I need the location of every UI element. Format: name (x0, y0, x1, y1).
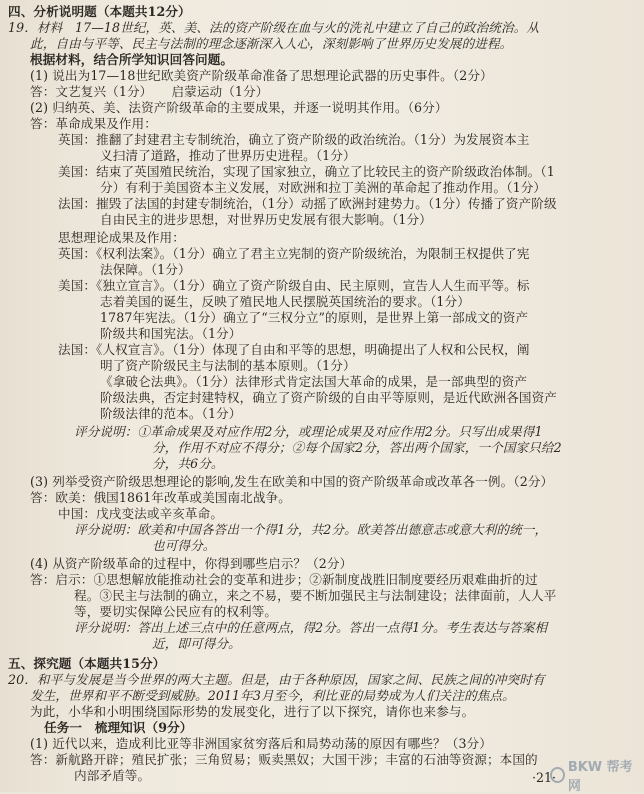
watermark-logo-icon (550, 767, 565, 783)
text-line: 分）有利于美国资本主义发展，对欧洲和拉丁美洲的革命起了推动作用。（1分） (100, 180, 547, 195)
text-line: 答：启示：①思想解放能推动社会的变革和进步；②新制度战胜旧制度要经历艰难曲折的过 (30, 572, 538, 587)
text-line: 分，共6分。 (152, 456, 224, 471)
text-line: 为此，小华和小明围绕国际形势的发展变化，进行了以下探究，请你也来参与。 (30, 704, 475, 719)
text-line: (1) 近代以来，造成利比亚等非洲国家贫穷落后和局势动荡的原因有哪些？（3分） (30, 736, 492, 751)
text-line: 义扫清了道路，推动了世界历史进程。（1分） (100, 148, 356, 163)
text-line: 英国：《权利法案》。（1分）确立了君主立宪制的资产阶级统治，为限制王权提供了宪 (58, 246, 530, 261)
watermark-text: BKW 帮考网 (567, 760, 633, 794)
text-line: 自由民主的进步思想，对世界历史发展有很大影响。（1分） (100, 212, 432, 227)
text-line: 等，要切实保障公民应有的权利等。 (74, 604, 278, 619)
text-line: (2) 归纳英、美、法资产阶级革命的主要成果，并逐一说明其作用。（6分） (30, 100, 448, 115)
text-line: 答：新航路开辟；殖民扩张；三角贸易；贩卖黑奴；大国干涉；丰富的石油等资源；本国的 (30, 752, 538, 767)
text-line: 也可得分。 (152, 538, 216, 553)
text-line: 法保障。（1分） (100, 262, 191, 277)
text-line: 美国：结束了英国殖民统治，实现了国家独立，确立了比较民主的资产阶级政治体制。（1 (58, 164, 555, 179)
text-line: 评分说明：欧美和中国各答出一个得1分，共2分。欧美答出德意志或意大利的统一， (74, 522, 548, 537)
text-line: 1787年宪法。（1分）确立了“三权分立”的原则，是世界上第一部成文的资产 (100, 310, 529, 325)
text-line: 明了资产阶级民主与法制的基本原则。（1分） (100, 358, 356, 373)
text-line: 任务一 梳理知识（9分） (44, 720, 193, 735)
text-line: 五、探究题（本题共15分） (8, 656, 166, 671)
text-line: 美国：《独立宣言》。（1分）确立了资产阶级自由、民主原则，宣告人人生而平等。标 (58, 278, 530, 293)
text-line: 《拿破仑法典》。（1分）法律形式肯定法国大革命的成果，是一部典型的资产 (100, 374, 528, 389)
watermark-stamp (550, 760, 638, 794)
text-line: 评分说明：答出上述三点中的任意两点，得2分。答出一点得1分。考生表达与答案相 (74, 620, 548, 635)
text-line: 发生，世界和平不断受到威胁。2011年3月至今，利比亚的局势成为人们关注的焦点。 (30, 688, 515, 703)
text-line: 根据材料，结合所学知识回答问题。 (30, 52, 234, 67)
text-line: 答：文艺复兴（1分） 启蒙运动（1分） (30, 84, 269, 99)
text-line: 程。③民主与法制的确立，来之不易，要不断加强民主与法制建设；法律面前，人人平 (74, 588, 557, 603)
text-line: 阶级法律的范本。（1分） (100, 406, 242, 421)
text-line: 答：欧美：俄国1861年改革或美国南北战争。 (30, 490, 291, 505)
text-line: 近，即可得分。 (152, 636, 241, 651)
text-line: 答：革命成果及作用： (30, 116, 157, 131)
text-line: (1) 说出为17—18世纪欧美资产阶级革命准备了思想理论武器的历史事件。（2分） (30, 68, 493, 83)
text-line: 思想理论成果及作用： (58, 230, 185, 245)
text-line: (3) 列举受资产阶级思想理论的影响,发生在欧美和中国的资产阶级革命或改革各一例。（2分） (30, 474, 554, 489)
text-line: 志着美国的诞生，反映了殖民地人民摆脱英国统治的要求。（1分） (100, 294, 470, 309)
text-line: 法国：摧毁了法国的封建专制统治，（1分）动摇了欧洲封建势力。（1分）传播了资产阶级 (58, 196, 557, 211)
text-line: 中国：戊戌变法或辛亥革命。 (58, 506, 224, 521)
text-line: 19．材料 17—18世纪，英、美、法的资产阶级在血与火的洗礼中建立了自己的政治统治。从 (8, 20, 540, 35)
text-line: (4) 从资产阶级革命的过程中，你得到哪些启示？（2分） (30, 556, 353, 571)
text-line: 阶级法典，否定封建特权，确立了资产阶级的自由平等原则，是近代欧洲各国资产 (100, 390, 557, 405)
text-line: 阶级共和国宪法。（1分） (100, 326, 242, 341)
text-line: 英国：推翻了封建君主专制统治，确立了资产阶级的政治统治。（1分）为发展资本主 (58, 132, 530, 147)
page-number: ·21· (532, 770, 557, 785)
text-line: 此，自由与平等、民主与法制的理念逐渐深入人心，深刻影响了世界历史发展的进程。 (30, 36, 513, 51)
text-line: 内部矛盾等。 (74, 768, 151, 783)
text-line: 法国：《人权宣言》。（1分）体现了自由和平等的思想，明确提出了人权和公民权，阐 (58, 342, 530, 357)
text-line: 分，作用不对应不得分；②每个国家2分，答出两个国家，一个国家只给2 (152, 440, 562, 455)
text-line: 20．和平与发展是当今世界的两大主题。但是，由于各种原因，国家之间、民族之间的冲突时有 (8, 672, 545, 687)
text-line: 评分说明：①革命成果及对应作用2分，或理论成果及对应作用2分。只写出成果得1 (74, 424, 543, 439)
text-line: 四、分析说明题（本题共12分） (8, 4, 191, 19)
